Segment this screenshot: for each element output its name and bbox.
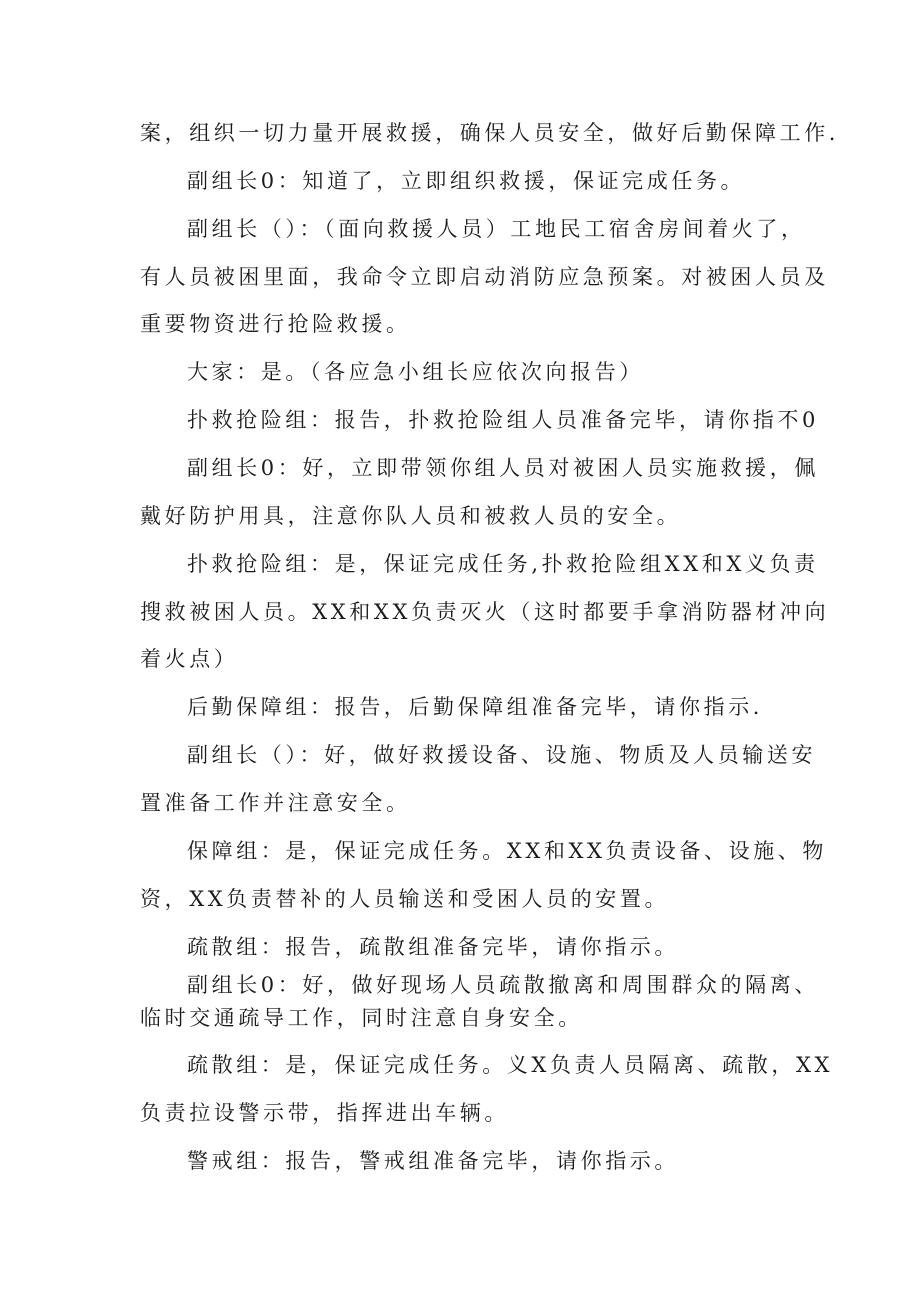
text-line: 扑救抢险组：报告，扑救抢险组人员准备完毕，请你指不0 — [187, 408, 819, 432]
text-line: 副组长0：好，做好现场人员疏散撤离和周围群众的隔离、 — [187, 973, 819, 997]
text-line: 负责拉设警示带，指挥进出车辆。 — [140, 1101, 509, 1125]
text-line: 扑救抢险组：是，保证完成任务,扑救抢险组XX和X义负责 — [187, 552, 819, 576]
text-line: 疏散组：是，保证完成任务。义X负责人员隔离、疏散，XX — [187, 1053, 834, 1077]
text-line: 副组长0：知道了，立即组织救援，保证完成任务。 — [187, 169, 746, 193]
text-line: 副组长（）：（面向救援人员）工地民工宿舍房间着火了， — [187, 217, 806, 241]
text-line: 临时交通疏导工作，同时注意自身安全。 — [140, 1006, 583, 1030]
text-line: 副组长0：好，立即带领你组人员对被困人员实施救援，佩 — [187, 456, 819, 480]
text-line: 有人员被困里面，我命令立即启动消防应急预案。对被困人员及 — [140, 265, 829, 289]
text-line: 着火点） — [140, 647, 239, 671]
text-line: 重要物资进行抢险救援。 — [140, 312, 411, 336]
text-line: 资，XX负责替补的人员输送和受困人员的安置。 — [140, 887, 670, 911]
text-line: 副组长（）：好，做好救援设备、设施、物质及人员输送安 — [187, 743, 817, 767]
text-line: 保障组：是，保证完成任务。XX和XX负责设备、设施、物 — [187, 839, 827, 863]
text-line: 警戒组：报告，警戒组准备完毕，请你指示。 — [187, 1149, 679, 1173]
text-line: 搜救被困人员。XX和XX负责灭火（这时都要手拿消防器材冲向 — [140, 600, 830, 624]
text-line: 戴好防护用具，注意你队人员和被救人员的安全。 — [140, 504, 682, 528]
text-line: 置准备工作并注意安全。 — [140, 791, 411, 815]
text-line: 疏散组：报告，疏散组准备完毕，请你指示。 — [187, 935, 679, 959]
text-line: 大家：是。（各应急小组长应依次向报告） — [187, 360, 644, 384]
text-line: 案，组织一切力量开展救援，确保人员安全，做好后勤保障工作. — [140, 121, 840, 145]
text-line: 后勤保障组：报告，后勤保障组准备完毕，请你指示. — [187, 695, 764, 719]
